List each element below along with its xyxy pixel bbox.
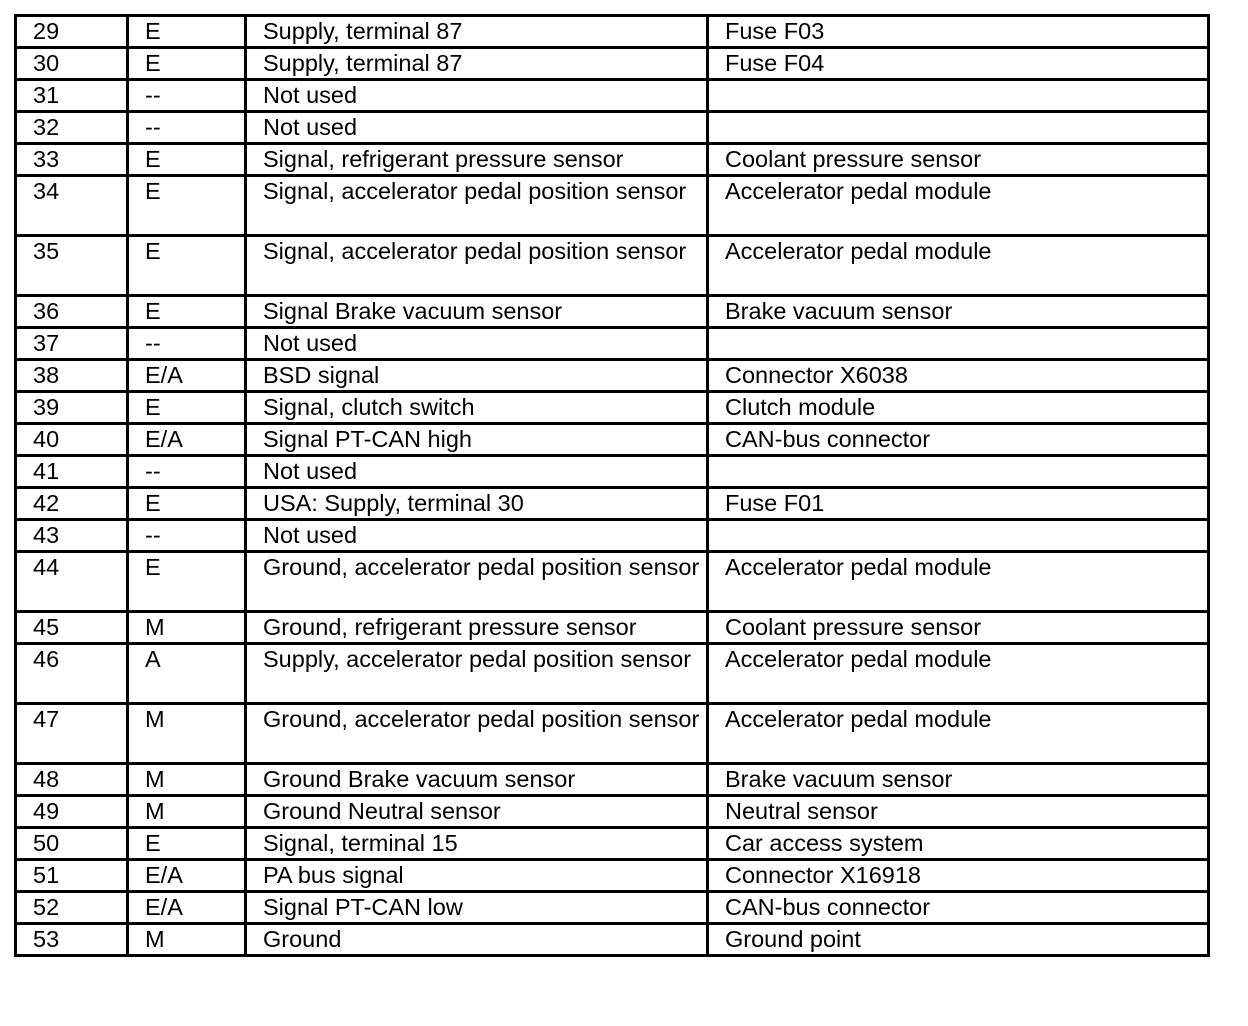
table-row xyxy=(16,796,1209,828)
connection-cell: Connector X16918 xyxy=(708,860,1209,892)
function-cell: PA bus signal xyxy=(246,860,708,892)
pin-number-cell: 52 xyxy=(16,892,128,924)
pin-number-cell: 48 xyxy=(16,764,128,796)
pin-number-cell: 32 xyxy=(16,112,128,144)
table-row xyxy=(16,296,1209,328)
table-row xyxy=(16,488,1209,520)
connection-cell: Fuse F03 xyxy=(708,16,1209,48)
function-cell: Not used xyxy=(246,112,708,144)
signal-type-cell: M xyxy=(128,764,246,796)
connection-cell: CAN-bus connector xyxy=(708,892,1209,924)
signal-type-cell: -- xyxy=(128,328,246,360)
pin-number-cell: 34 xyxy=(16,176,128,236)
signal-type-cell: E xyxy=(128,16,246,48)
table-row xyxy=(16,360,1209,392)
pin-number-cell: 39 xyxy=(16,392,128,424)
pin-number-cell: 50 xyxy=(16,828,128,860)
signal-type-cell: E xyxy=(128,552,246,612)
signal-type-cell: -- xyxy=(128,80,246,112)
pin-number-cell: 30 xyxy=(16,48,128,80)
table-row xyxy=(16,16,1209,48)
signal-type-cell: -- xyxy=(128,520,246,552)
pin-number-cell: 36 xyxy=(16,296,128,328)
table-row xyxy=(16,520,1209,552)
pin-number-cell: 47 xyxy=(16,704,128,764)
connection-cell: Accelerator pedal module xyxy=(708,644,1209,704)
pin-number-cell: 37 xyxy=(16,328,128,360)
table-row xyxy=(16,112,1209,144)
signal-type-cell: E xyxy=(128,236,246,296)
signal-type-cell: E/A xyxy=(128,360,246,392)
function-cell: Ground, accelerator pedal position sensor xyxy=(246,552,708,612)
connection-cell: Brake vacuum sensor xyxy=(708,296,1209,328)
connection-cell: Neutral sensor xyxy=(708,796,1209,828)
connection-cell xyxy=(708,328,1209,360)
signal-type-cell: -- xyxy=(128,112,246,144)
pin-assignment-table xyxy=(14,14,1210,957)
table-row xyxy=(16,236,1209,296)
pin-number-cell: 43 xyxy=(16,520,128,552)
pin-number-cell: 44 xyxy=(16,552,128,612)
signal-type-cell: M xyxy=(128,924,246,956)
pin-table-body xyxy=(16,16,1209,956)
function-cell: Signal PT-CAN low xyxy=(246,892,708,924)
table-row xyxy=(16,892,1209,924)
pin-number-cell: 51 xyxy=(16,860,128,892)
pin-number-cell: 33 xyxy=(16,144,128,176)
table-row xyxy=(16,392,1209,424)
table-row xyxy=(16,424,1209,456)
function-cell: USA: Supply, terminal 30 xyxy=(246,488,708,520)
signal-type-cell: M xyxy=(128,612,246,644)
connection-cell: CAN-bus connector xyxy=(708,424,1209,456)
pin-number-cell: 53 xyxy=(16,924,128,956)
signal-type-cell: E xyxy=(128,296,246,328)
table-row xyxy=(16,48,1209,80)
pin-number-cell: 46 xyxy=(16,644,128,704)
function-cell: Signal, accelerator pedal position sensor xyxy=(246,176,708,236)
table-row xyxy=(16,328,1209,360)
pin-number-cell: 31 xyxy=(16,80,128,112)
table-row xyxy=(16,704,1209,764)
connection-cell: Accelerator pedal module xyxy=(708,704,1209,764)
function-cell: Not used xyxy=(246,328,708,360)
table-row xyxy=(16,144,1209,176)
function-cell: Not used xyxy=(246,456,708,488)
table-row xyxy=(16,552,1209,612)
connection-cell: Fuse F01 xyxy=(708,488,1209,520)
function-cell: Ground Brake vacuum sensor xyxy=(246,764,708,796)
table-row xyxy=(16,644,1209,704)
function-cell: Signal, refrigerant pressure sensor xyxy=(246,144,708,176)
table-row xyxy=(16,456,1209,488)
pin-number-cell: 38 xyxy=(16,360,128,392)
connection-cell: Accelerator pedal module xyxy=(708,552,1209,612)
signal-type-cell: A xyxy=(128,644,246,704)
connection-cell: Accelerator pedal module xyxy=(708,176,1209,236)
function-cell: Supply, accelerator pedal position sensor xyxy=(246,644,708,704)
function-cell: Signal, clutch switch xyxy=(246,392,708,424)
connection-cell: Brake vacuum sensor xyxy=(708,764,1209,796)
table-row xyxy=(16,612,1209,644)
connection-cell: Coolant pressure sensor xyxy=(708,612,1209,644)
table-row xyxy=(16,828,1209,860)
table-row xyxy=(16,860,1209,892)
function-cell: Signal PT-CAN high xyxy=(246,424,708,456)
connection-cell: Car access system xyxy=(708,828,1209,860)
connection-cell xyxy=(708,112,1209,144)
signal-type-cell: M xyxy=(128,704,246,764)
function-cell: Supply, terminal 87 xyxy=(246,48,708,80)
pin-number-cell: 35 xyxy=(16,236,128,296)
pin-number-cell: 45 xyxy=(16,612,128,644)
function-cell: Ground, accelerator pedal position sensor xyxy=(246,704,708,764)
pin-number-cell: 40 xyxy=(16,424,128,456)
pin-number-cell: 41 xyxy=(16,456,128,488)
connection-cell: Accelerator pedal module xyxy=(708,236,1209,296)
pin-number-cell: 29 xyxy=(16,16,128,48)
signal-type-cell: E/A xyxy=(128,860,246,892)
connection-cell xyxy=(708,520,1209,552)
signal-type-cell: E xyxy=(128,828,246,860)
function-cell: Ground xyxy=(246,924,708,956)
function-cell: Not used xyxy=(246,520,708,552)
function-cell: Ground, refrigerant pressure sensor xyxy=(246,612,708,644)
connection-cell xyxy=(708,456,1209,488)
connection-cell: Clutch module xyxy=(708,392,1209,424)
connection-cell: Coolant pressure sensor xyxy=(708,144,1209,176)
connection-cell: Connector X6038 xyxy=(708,360,1209,392)
function-cell: Ground Neutral sensor xyxy=(246,796,708,828)
connection-cell: Fuse F04 xyxy=(708,48,1209,80)
connection-cell: Ground point xyxy=(708,924,1209,956)
pin-number-cell: 42 xyxy=(16,488,128,520)
function-cell: Supply, terminal 87 xyxy=(246,16,708,48)
signal-type-cell: E xyxy=(128,176,246,236)
signal-type-cell: M xyxy=(128,796,246,828)
function-cell: Not used xyxy=(246,80,708,112)
signal-type-cell: E xyxy=(128,144,246,176)
signal-type-cell: -- xyxy=(128,456,246,488)
function-cell: BSD signal xyxy=(246,360,708,392)
function-cell: Signal, terminal 15 xyxy=(246,828,708,860)
pin-number-cell: 49 xyxy=(16,796,128,828)
signal-type-cell: E xyxy=(128,392,246,424)
signal-type-cell: E/A xyxy=(128,424,246,456)
connection-cell xyxy=(708,80,1209,112)
signal-type-cell: E xyxy=(128,48,246,80)
table-row xyxy=(16,764,1209,796)
function-cell: Signal, accelerator pedal position sensor xyxy=(246,236,708,296)
signal-type-cell: E xyxy=(128,488,246,520)
signal-type-cell: E/A xyxy=(128,892,246,924)
table-row xyxy=(16,80,1209,112)
table-row xyxy=(16,176,1209,236)
table-row xyxy=(16,924,1209,956)
function-cell: Signal Brake vacuum sensor xyxy=(246,296,708,328)
